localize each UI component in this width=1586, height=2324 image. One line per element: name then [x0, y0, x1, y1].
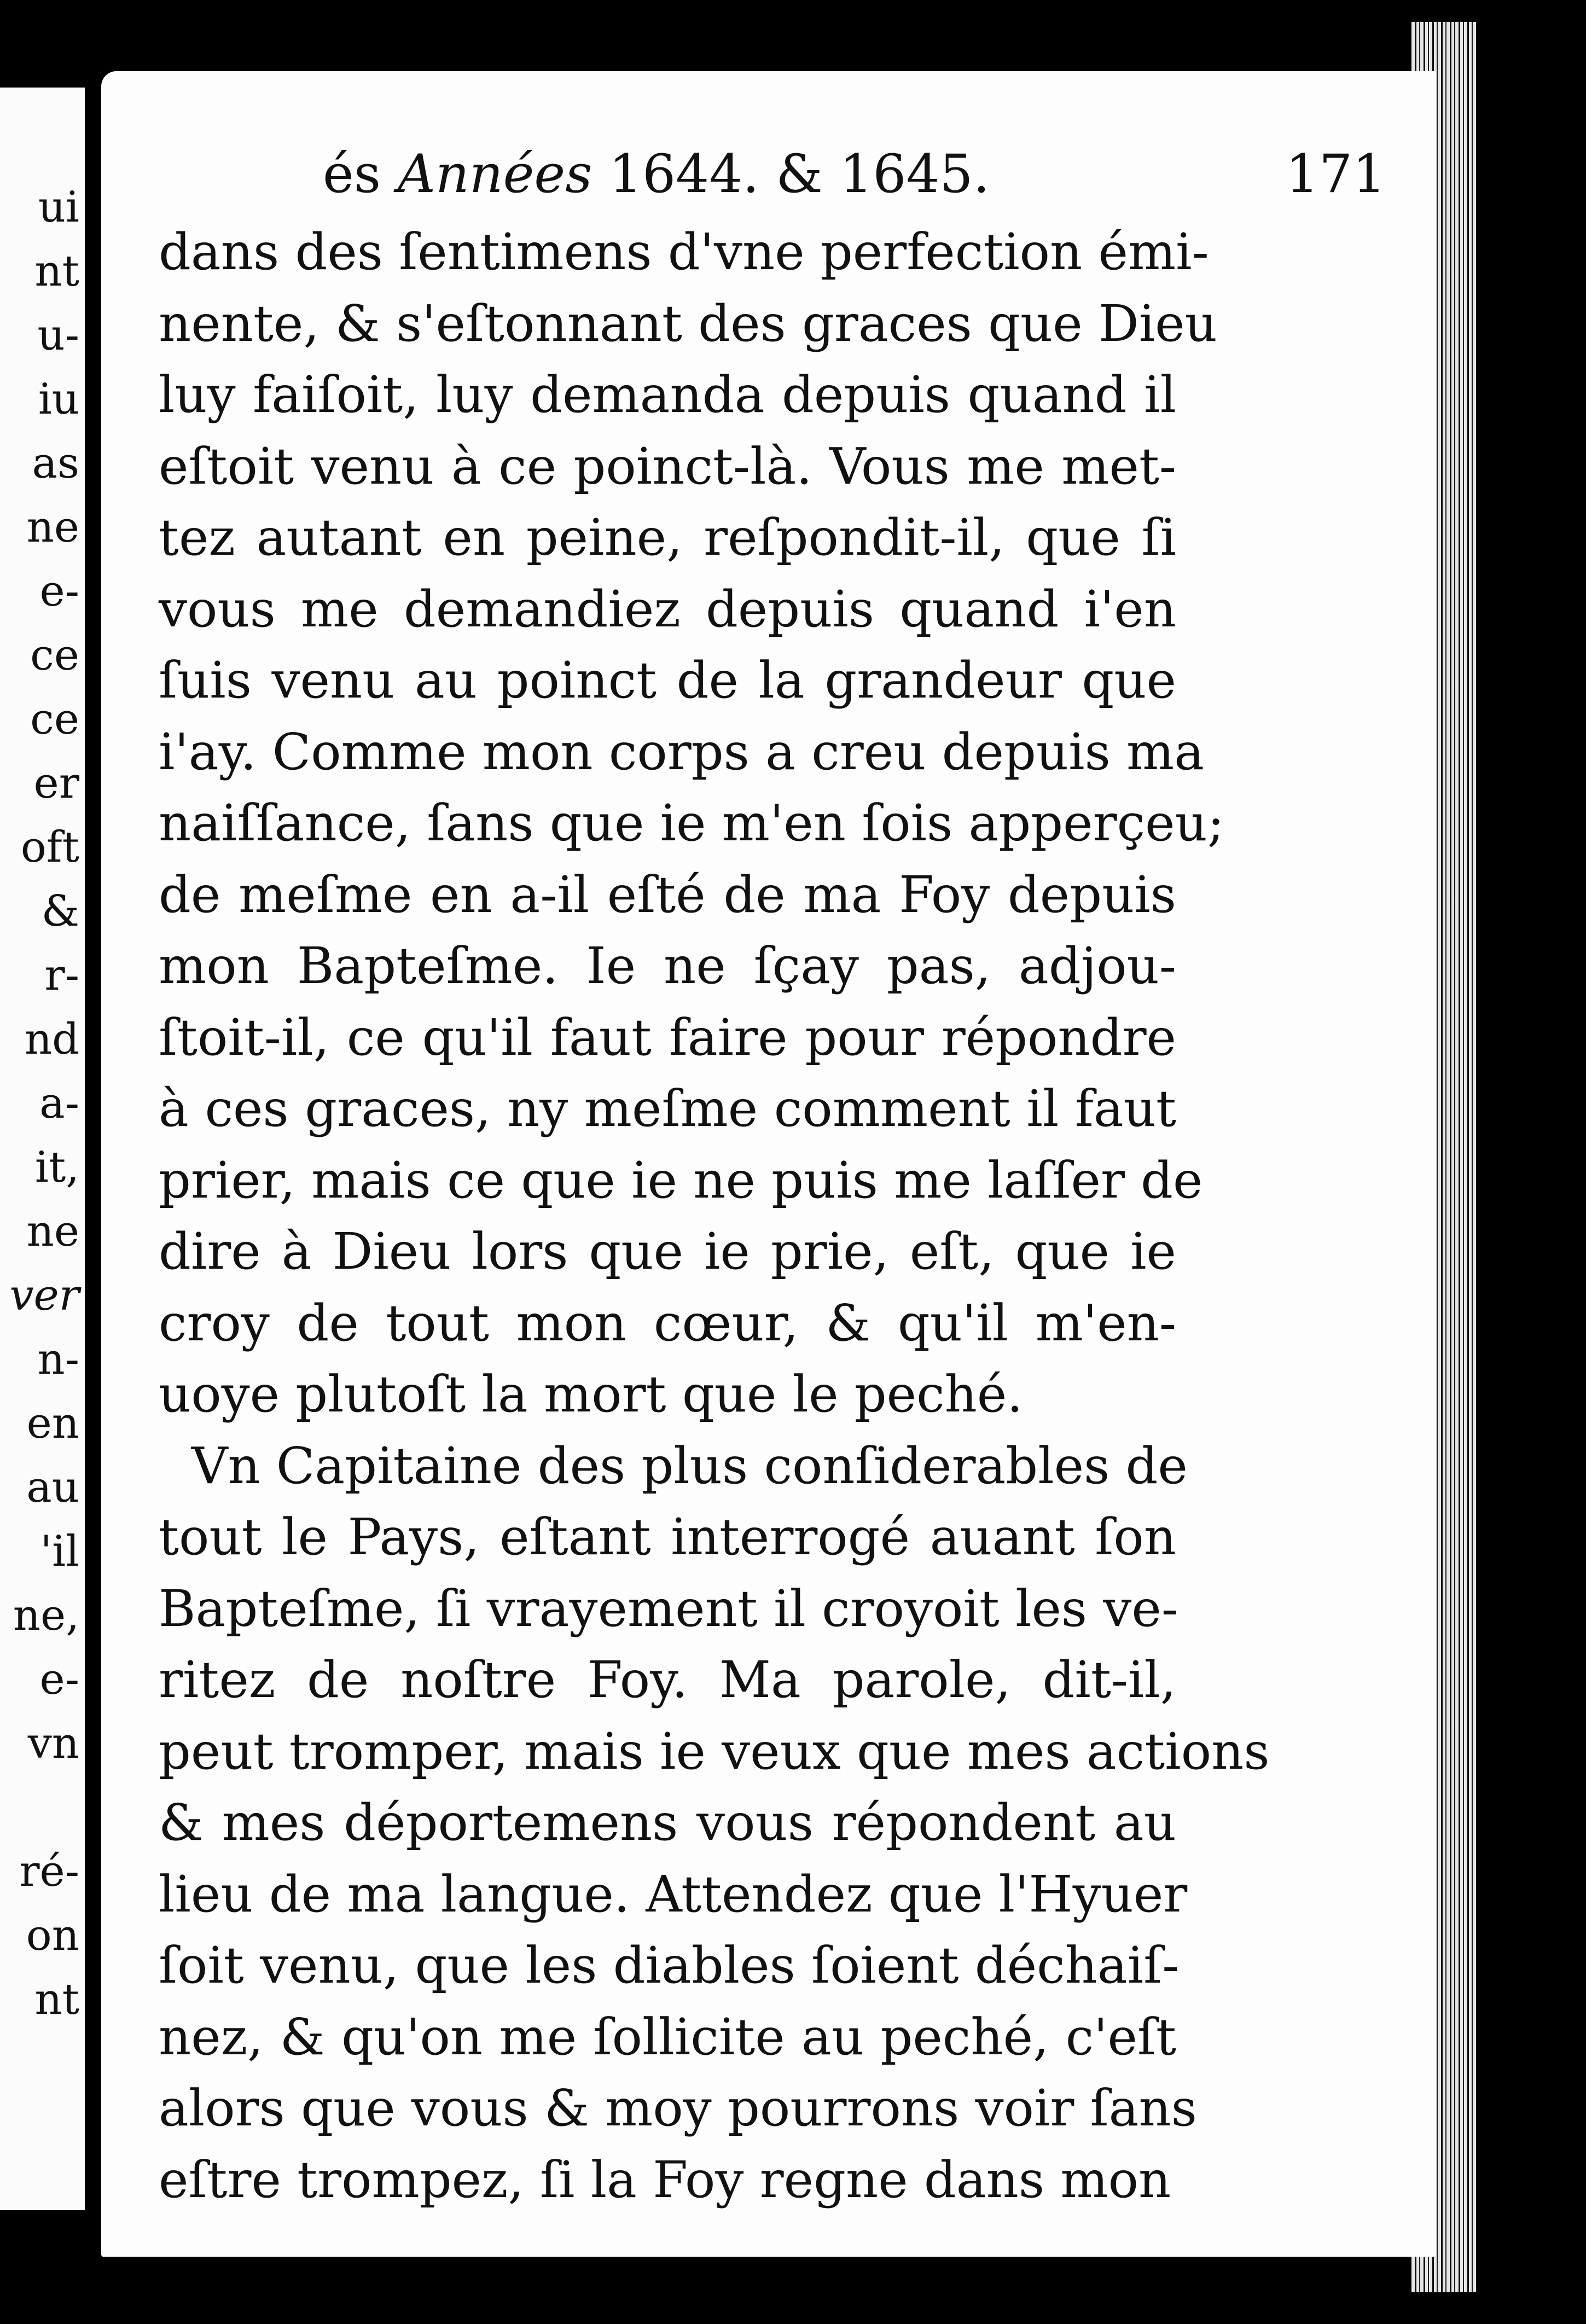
text-line: croy de tout mon cœur, & qu'il m'en-	[159, 1293, 1176, 1352]
fragment-text: nt	[34, 247, 79, 296]
text-line: naiſſance, ſans que ie m'en ſois apperçeu;	[159, 794, 1224, 852]
text-line: peut tromper, mais ie veux que mes actions	[159, 1722, 1270, 1781]
fragment-text: &	[41, 887, 79, 936]
text-line: tez autant en peine, reſpondit-il, que ſi	[159, 508, 1176, 567]
fragment-text: as	[32, 439, 79, 488]
fragment-text: oft	[20, 823, 79, 872]
text-line: dans des ſentimens d'vne perfection émi-	[159, 223, 1209, 281]
text-line: nez, & qu'on me ſollicite au peché, c'eſt	[159, 2007, 1176, 2066]
fragment-text: it,	[34, 1143, 79, 1192]
fragment-text: n-	[37, 1335, 79, 1384]
text-line: nente, & s'eſtonnant des graces que Dieu	[159, 294, 1217, 353]
fragment-text: er	[33, 759, 79, 808]
fragment-text: u-	[37, 311, 79, 360]
text-line: vous me demandiez depuis quand i'en	[159, 579, 1176, 638]
text-line: ritez de noſtre Foy. Ma parole, dit-il,	[159, 1651, 1176, 1709]
running-head	[323, 143, 990, 205]
gutter-shadow	[85, 0, 101, 2324]
text-line: luy faiſoit, luy demanda depuis quand il	[159, 365, 1176, 424]
fragment-text: ré-	[19, 1847, 79, 1896]
fragment-text: en	[26, 1399, 79, 1448]
fragment-text: ui	[38, 183, 79, 232]
fragment-text: vn	[27, 1719, 79, 1768]
text-line: ſuis venu au poinct de la grandeur que	[159, 651, 1176, 710]
fragment-text: ce	[30, 695, 79, 744]
fragment-text: 'il	[40, 1527, 79, 1576]
text-line: prier, mais ce que ie ne puis me laſſer de	[159, 1151, 1203, 1210]
fragment-text: ne,	[13, 1591, 79, 1640]
running-head-italic: Années	[397, 143, 592, 205]
text-line: tout le Pays, eſtant interrogé auant ſon	[159, 1508, 1176, 1566]
fragment-text: e-	[39, 567, 79, 616]
text-line: ſtoit-il, ce qu'il faut faire pour répondre	[159, 1008, 1176, 1067]
text-line: à ces graces, ny meſme comment il faut	[159, 1079, 1176, 1138]
fragment-text: a-	[39, 1079, 79, 1128]
fragment-text: ne	[26, 503, 79, 552]
text-line: lieu de ma langue. Attendez que l'Hyuer	[159, 1864, 1188, 1924]
fragment-text: nt	[34, 1975, 79, 2024]
text-line: eſtoit venu à ce poinct-là. Vous me met-	[159, 437, 1176, 496]
running-head-prefix: és	[323, 143, 398, 205]
text-line: & mes déportemens vous répondent au	[159, 1793, 1176, 1852]
text-line: i'ay. Comme mon corps a creu depuis ma	[159, 722, 1205, 781]
text-line: dire à Dieu lors que ie prie, eſt, que ie	[159, 1222, 1176, 1281]
facing-page-fragment	[0, 88, 85, 2210]
fragment-text: e-	[39, 1655, 79, 1704]
text-line: Vn Capitaine des plus conſiderables de	[191, 1436, 1188, 1495]
text-line: uoye plutoſt la mort que le peché.	[159, 1365, 1023, 1424]
text-line: eſtre trompez, ſi la Foy regne dans mon	[159, 2150, 1171, 2209]
fragment-text: r-	[44, 951, 79, 1000]
fragment-text: ne	[26, 1207, 79, 1256]
text-line: Bapteſme, ſi vrayement il croyoit les ve-	[159, 1579, 1178, 1638]
text-line: de meſme en a-il eſté de ma Foy depuis	[159, 865, 1176, 924]
text-line: mon Bapteſme. Ie ne ſçay pas, adjou-	[159, 937, 1176, 995]
fragment-text: au	[26, 1463, 79, 1512]
fragment-text: ce	[30, 631, 79, 680]
page-number: 171	[1286, 143, 1386, 205]
fragment-text: ver	[9, 1271, 79, 1320]
fragment-text: on	[26, 1911, 79, 1960]
fragment-text: nd	[24, 1015, 79, 1064]
text-line: alors que vous & moy pourrons voir ſans	[159, 2079, 1197, 2137]
running-head-years: 1644. & 1645.	[592, 143, 990, 205]
text-line: ſoit venu, que les diables ſoient déchaiſ-	[159, 1936, 1180, 1995]
fragment-text: iu	[38, 375, 79, 424]
